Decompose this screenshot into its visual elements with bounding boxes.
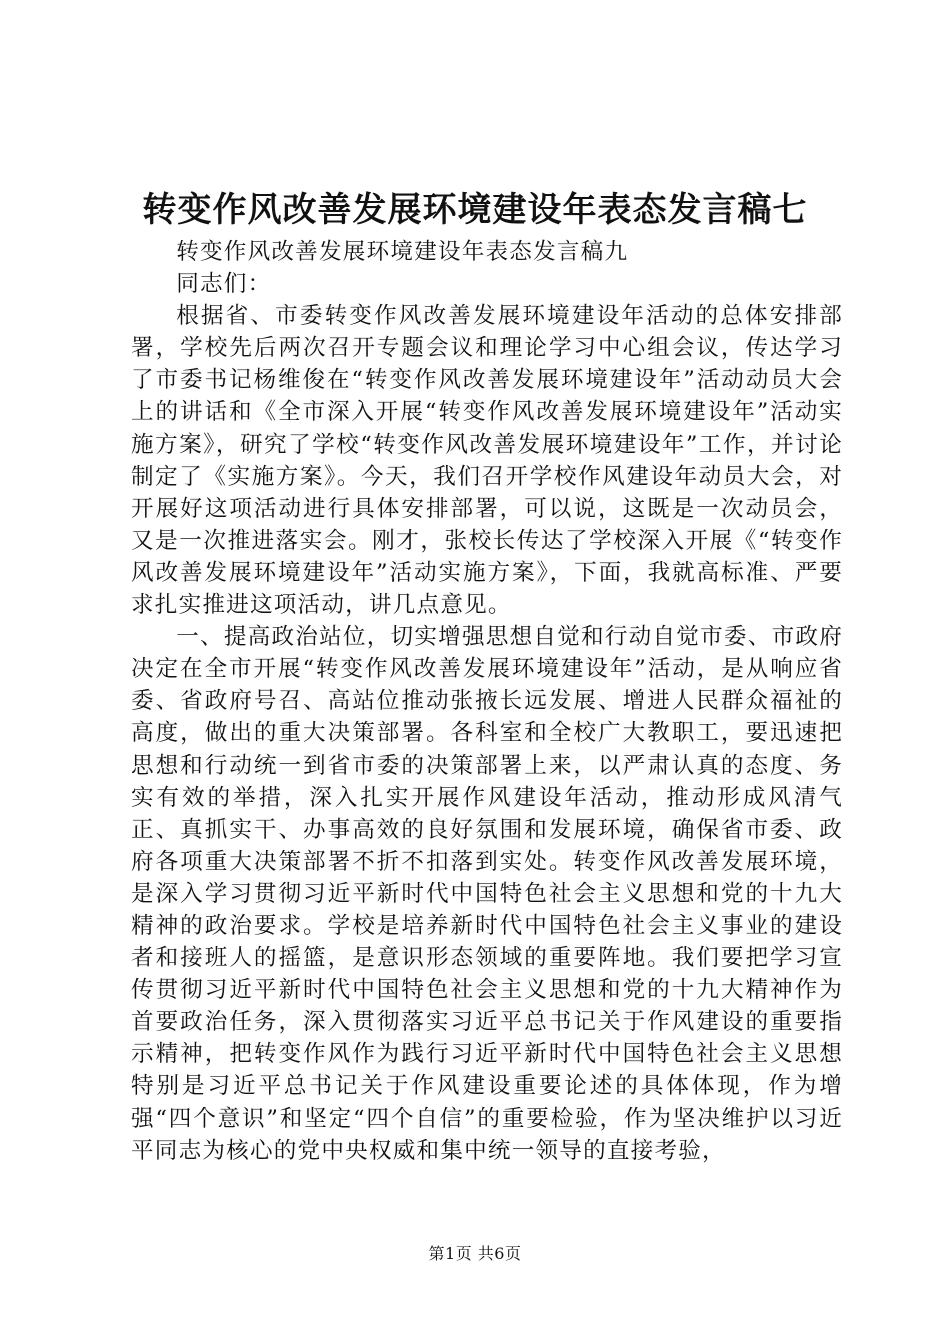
page-number-footer: 第1页 共6页 <box>428 1244 522 1263</box>
subtitle-line: 转变作风改善发展环境建设年表态发言稿九 <box>176 239 629 265</box>
paragraph-1: 根据省、市委转变作风改善发展环境建设年活动的总体安排部署，学校先后两次召开专题会议和理论学习中心组会议，传达学习了市委书记杨维俊在“转变作风改善发展环境建设年”活动动员大会上的讲话和《全市深入开展“转变作风改善发展环境建设年”活动实施方案》，研究了学校“转变作风改善发展环境建设年”工作，并讨论制定了《实施方案》。今天，我们召开学校作风建设年动员大会，对开展好这项活动进行具体安排部署，可以说，这既是一次动员会，又是一次推进落实会。刚才，张校长传达了学校深入开展《“转变作风改善发展环境建设年”活动实施方案》，下面，我就高标准、严要求扎实推进这项活动，讲几点意见。 <box>131 303 843 619</box>
document-title: 转变作风改善发展环境建设年表态发言稿七 <box>142 190 808 230</box>
paragraph-2: 一、提高政治站位，切实增强思想自觉和行动自觉市委、市政府决定在全市开展“转变作风改善发展环境建设年”活动，是从响应省委、省政府号召、高站位推动张掖长远发展、增进人民群众福祉的高度，做出的重大决策部署。各科室和全校广大教职工，要迅速把思想和行动统一到省市委的决策部署上来，以严肃认真的态度、务实有效的举措，深入扎实开展作风建设年活动，推动形成风清气正、真抓实干、办事高效的良好氛围和发展环境，确保省市委、政府各项重大决策部署不折不扣落到实处。转变作风改善发展环境，是深入学习贯彻习近平新时代中国特色社会主义思想和党的十九大精神的政治要求。学校是培养新时代中国特色社会主义事业的建设者和接班人的摇篮，是意识形态领域的重要阵地。我们要把学习宣传贯彻习近平新时代中国特色社会主义思想和党的十九大精神作为首要政治任务，深入贯彻落实习近平总书记关于作风建设的重要指示精神，把转变作风作为践行习近平新时代中国特色社会主义思想特别是习近平总书记关于作风建设重要论述的具体体现，作为增强“四个意识”和坚定“四个自信”的重要检验，作为坚决维护以习近平同志为核心的党中央权威和集中统一领导的直接考验， <box>131 624 843 1164</box>
salutation-line: 同志们： <box>176 271 272 298</box>
document-body <box>131 236 843 1167</box>
